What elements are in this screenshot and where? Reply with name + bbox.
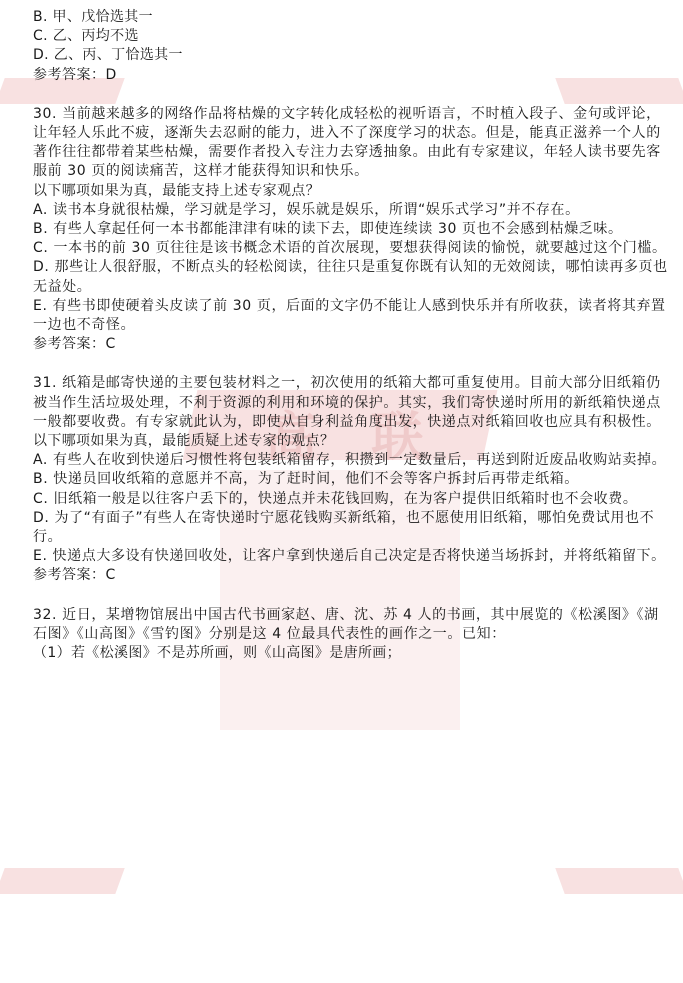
q31-option-c: C. 旧纸箱一般是以往客户丢下的，快递点并未花钱回购，在为客户提供旧纸箱时也不会收费。 — [33, 490, 638, 507]
q31-stem: 31. 纸箱是邮寄快递的主要包装材料之一，初次使用的纸箱大都可重复使用。目前大部分旧纸箱仍被当作生活垃圾处理，不利于资源的利用和环境的保护。其实，我们寄快递时所用的新纸箱快递点一般都要收费。有专家就此认为，即使从自身利益角度出发，快递点对纸箱回收也应具有积极性。 — [33, 375, 661, 430]
q29-option-c: C. 乙、丙均不选 — [33, 28, 139, 45]
q32-stem: 32. 近日，某增物馆展出中国古代书画家赵、唐、沈、苏 4 人的书画，其中展览的《松溪图》《湖石图》《山高图》《雪钓图》分别是这 4 位最具代表性的画作之一。已知： — [33, 606, 659, 642]
q29-option-b: B. 甲、戊恰选其一 — [33, 9, 154, 25]
q31-option-b: B. 快递员回收纸箱的意愿并不高，为了赶时间，他们不会等客户拆封后再带走纸箱。 — [33, 471, 579, 488]
q30-option-b: B. 有些人拿起任何一本书都能津津有味的读下去，即使连续读 30 页也不会感到枯燥乏味。 — [33, 221, 623, 238]
q30-question: 以下哪项如果为真，最能支持上述专家观点？ — [33, 182, 320, 199]
watermark-cap-bottom-left — [0, 868, 125, 894]
q30-option-d: D. 那些让人很舒服，不断点头的轻松阅读，往往只是重复你既有认知的无效阅读，哪怕读再多页也无益处。 — [33, 259, 668, 295]
q32-condition-1: （1）若《松溪图》不是苏所画，则《山高图》是唐所画； — [33, 645, 402, 662]
q31-option-e: E. 快递点大多设有快递回收处，让客户拿到快递后自己决定是否将快递当场拆封，并将纸箱留下。 — [33, 548, 666, 565]
watermark-cap-bottom-right — [555, 868, 683, 894]
q31-answer: 参考答案：C — [33, 567, 116, 584]
q31-question: 以下哪项如果为真，最能质疑上述专家的观点？ — [33, 433, 335, 450]
watermark-logo-text: 高 联 — [265, 408, 442, 468]
q30-option-c: C. 一本书的前 30 页往往是该书概念术语的首次展现，要想获得阅读的愉悦，就要越过这个门槛。 — [33, 240, 667, 257]
exam-page — [33, 8, 668, 663]
q31-option-d: D. 为了“有面子”有些人在寄快递时宁愿花钱购买新纸箱，也不愿使用旧纸箱，哪怕免费试用也不行。 — [33, 509, 655, 546]
q29-option-d: D. 乙、丙、丁恰选其一 — [33, 47, 183, 64]
q29-answer: 参考答案：D — [33, 66, 117, 83]
q30-option-a: A. 读书本身就很枯燥，学习就是学习，娱乐就是娱乐，所谓“娱乐式学习”并不存在。 — [33, 201, 580, 218]
q30-option-e: E. 有些书即使硬着头皮读了前 30 页，后面的文字仍不能让人感到快乐并有所收获，读者将其弃置一边也不奇怪。 — [33, 297, 666, 334]
q30-answer: 参考答案：C — [33, 336, 116, 353]
q31-option-a: A. 有些人在收到快递后习惯性将包装纸箱留存，积攒到一定数量后，再送到附近废品收购站卖掉。 — [33, 452, 667, 469]
q30-stem: 30. 当前越来越多的网络作品将枯燥的文字转化成轻松的视听语言，不时植入段子、金句或评论，让年轻人乐此不疲，逐渐失去忍耐的能力，进入不了深度学习的状态。但是，能真正滋养一个人的著作往往都带着某些枯燥，需要作者投入专注力去穿透抽象。由此有专家建议，年轻人读书要先客服前 30 页的阅读痛苦，这样才能获得知识和快乐。 — [33, 105, 661, 180]
